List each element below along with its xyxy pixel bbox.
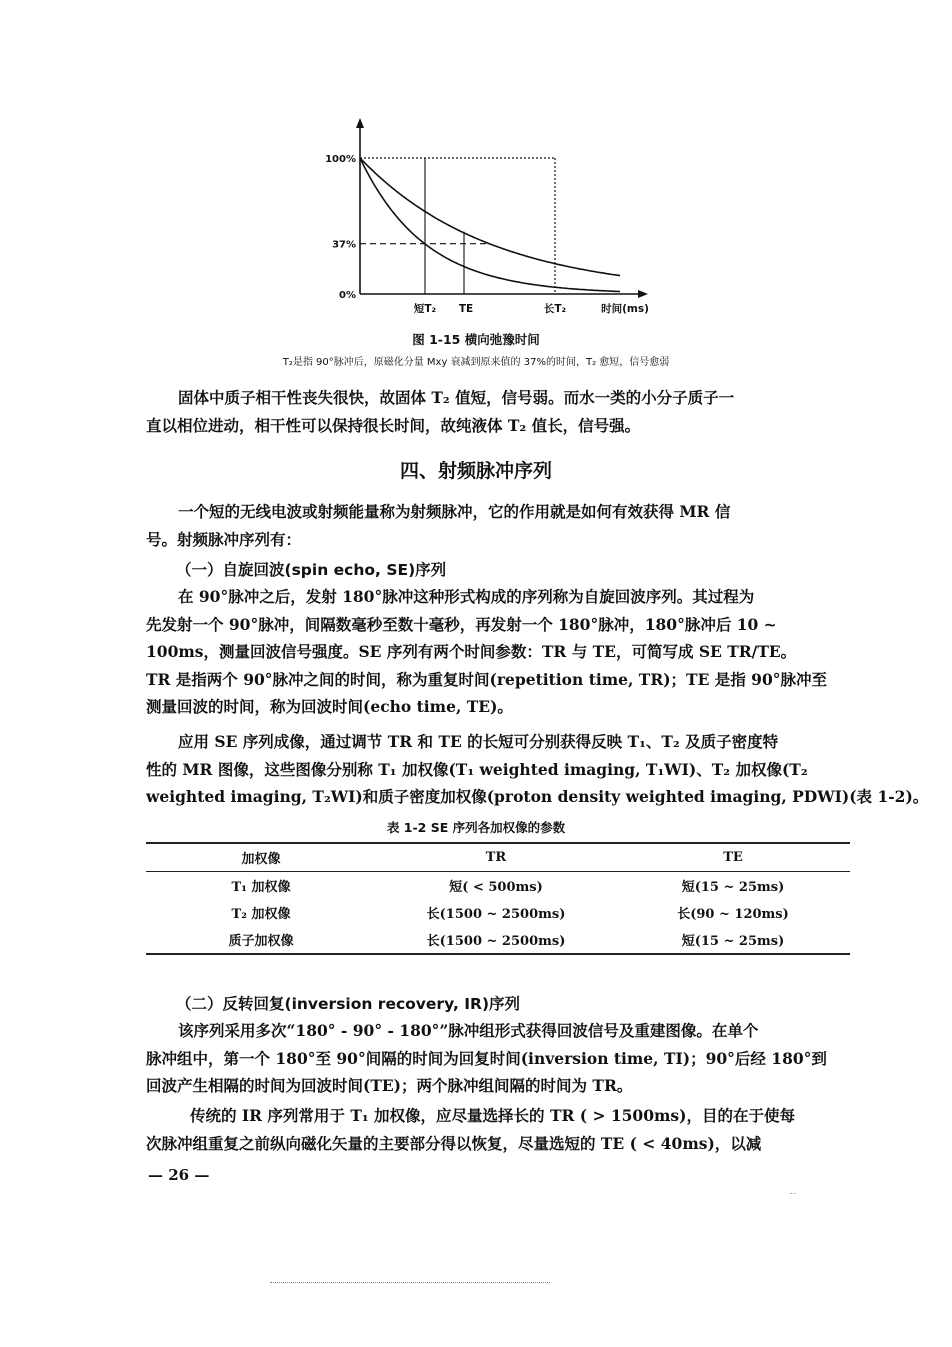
t2-relaxation-figure (300, 118, 680, 318)
long-t2-curve (360, 158, 620, 276)
cell-tr: 短( < 500ms) (449, 880, 543, 895)
header-te: TE (723, 850, 743, 865)
y-tick-label: 37% (332, 239, 356, 251)
subheading-inversion-recovery: （二）反转回复(inversion recovery, IR)序列 (176, 995, 521, 1013)
text-line: 直以相位进动，相干性可以保持很长时间，故纯液体 T₂ 值长，信号强。 (146, 415, 641, 435)
cell-weighting: 质子加权像 (228, 934, 294, 949)
x-axis-label: 长T₂ (543, 303, 567, 315)
table-caption: 表 1-2 SE 序列各加权像的参数 (386, 820, 566, 835)
short-t2-curve (360, 158, 620, 292)
x-axis-label: 时间(ms) (601, 303, 649, 315)
cell-tr: 长(1500 ~ 2500ms) (426, 934, 566, 949)
table-header-row (146, 843, 850, 872)
paragraph-ir-t1 (146, 1102, 850, 1157)
text-line: 回波产生相隔的时间为回波时间(TE)；两个脉冲组间隔的时间为 TR。 (146, 1076, 633, 1095)
t2-decay-chart (300, 118, 680, 318)
y-tick-label: 100% (325, 154, 356, 165)
figure-caption: 图 1-15 横向弛豫时间 (412, 332, 540, 347)
text-line: 传统的 IR 序列常用于 T₁ 加权像，应尽量选择长的 TR ( > 1500ms)，目的在于使每 (190, 1106, 795, 1125)
header-weighting: 加权像 (241, 852, 281, 867)
cell-tr: 长(1500 ~ 2500ms) (426, 907, 566, 922)
header-tr: TR (485, 850, 507, 865)
table-row (146, 926, 850, 954)
text-line: TR 是指两个 90°脉冲之间的时间，称为重复时间(repetition time, TR)；TE 是指 90°脉冲至 (146, 669, 828, 689)
text-line: 固体中质子相干性丧失很快，故固体 T₂ 值短，信号弱。而水一类的小分子质子一 (178, 388, 735, 407)
text-line: 先发射一个 90°脉冲，间隔数毫秒至数十毫秒，再发射一个 180°脉冲，180°脉冲后 10 ~ (146, 614, 777, 634)
table-row (146, 872, 850, 900)
scan-artifact (270, 1282, 550, 1283)
paragraph-rf-pulse (146, 498, 850, 553)
text-line: 性的 MR 图像，这些图像分别称 T₁ 加权像(T₁ weighted imaging, T₁WI)、T₂ 加权像(T₂ (146, 759, 808, 779)
text-line: 脉冲组中，第一个 180°至 90°间隔的时间为回复时间(inversion time, TI)；90°后经 180°到 (146, 1048, 827, 1068)
paragraph-ir-sequence (146, 1017, 850, 1100)
cell-te: 短(15 ~ 25ms) (681, 880, 785, 895)
cell-weighting: T₁ 加权像 (231, 880, 291, 895)
section-title: 四、射频脉冲序列 (399, 460, 552, 482)
page-number: — 26 — (148, 1166, 210, 1184)
text-line: 号。射频脉冲序列有： (146, 529, 302, 549)
text-line: 该序列采用多次“180° - 90° - 180°”脉冲组形式获得回波信号及重建图像。在单个 (178, 1021, 759, 1040)
figure-note: T₂是指 90°脉冲后，原磁化分量 Mxy 衰减到原来值的 37%的时间，T₂ 愈短，信号愈弱 (282, 357, 670, 368)
text-line: 测量回波的时间，称为回波时间(echo time, TE)。 (146, 697, 513, 716)
text-line: weighted imaging, T₂WI)和质子密度加权像(proton density weighted imaging, PDWI)(表 1-2)。 (146, 787, 929, 806)
subheading-spin-echo: （一）自旋回波(spin echo, SE)序列 (176, 561, 447, 579)
text-line: 应用 SE 序列成像，通过调节 TR 和 TE 的长短可分别获得反映 T₁、T₂ 及质子密度特 (178, 732, 779, 751)
x-axis-arrow (638, 290, 648, 298)
x-axis-label: 短T₂ (413, 303, 437, 315)
paragraph-weighted-imaging (146, 728, 929, 811)
scan-artifact (790, 1193, 796, 1194)
x-axis-label: TE (458, 303, 474, 315)
text-line: 在 90°脉冲之后，发射 180°脉冲这种形式构成的序列称为自旋回波序列。其过程为 (178, 587, 755, 606)
y-axis-arrow (356, 118, 364, 128)
paragraph-se-sequence (146, 583, 850, 721)
table-row (146, 899, 850, 926)
cell-te: 长(90 ~ 120ms) (677, 907, 789, 922)
cell-te: 短(15 ~ 25ms) (681, 934, 785, 949)
paragraph-t2-solid-liquid (146, 384, 850, 439)
cell-weighting: T₂ 加权像 (231, 907, 291, 922)
text-line: 次脉冲组重复之前纵向磁化矢量的主要部分得以恢复，尽量选短的 TE ( < 40ms)，以减 (146, 1133, 762, 1153)
text-line: 一个短的无线电波或射频能量称为射频脉冲，它的作用就是如何有效获得 MR 信 (178, 502, 731, 521)
text-line: 100ms，测量回波信号强度。SE 序列有两个时间参数：TR 与 TE，可简写成 SE TR/TE。 (146, 642, 797, 661)
y-tick-label: 0% (339, 290, 356, 301)
weighted-imaging-parameter-table (146, 842, 850, 955)
